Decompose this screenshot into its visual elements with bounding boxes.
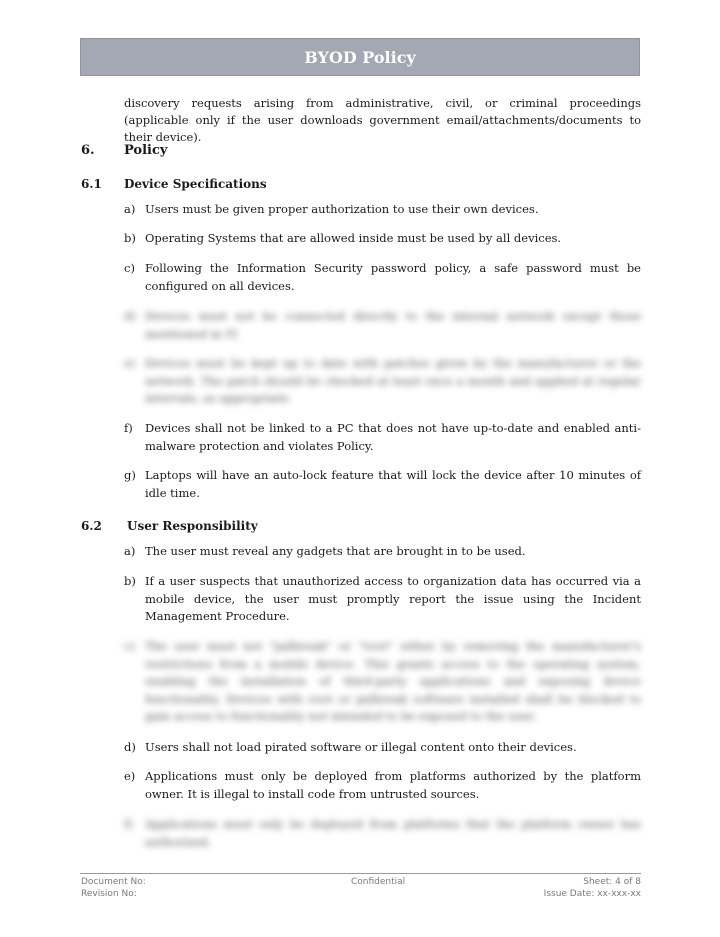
subsection-title: Device Specifications (124, 177, 267, 191)
list-marker: d) (124, 740, 136, 754)
list-marker: e) (124, 769, 136, 783)
list-item-text: Devices must not be connected directly to the internal network except those mentioned in IT. (145, 309, 641, 341)
list-item (124, 420, 641, 455)
list-item-text: The user must not "jailbreak" or "root" either by removing the manufacturer's restrictions from a mobile device. This grants access to the operating system, enabling the installation of third-party applications and exposing device functionality. Devices with root or jailbreak software installed shall be blocked to gain access to functionality not intended to be exposed to the user. (145, 639, 641, 723)
list-marker: e) (124, 356, 136, 370)
list-marker: g) (124, 468, 136, 482)
list-item (124, 467, 641, 502)
list-marker: f) (124, 817, 133, 831)
list-item (124, 201, 641, 219)
list-item-text: Applications must only be deployed from platforms authorized by the platform owner. It is illegal to install code from untrusted sources. (145, 769, 641, 801)
list-item-text: The user must reveal any gadgets that are brought in to be used. (145, 544, 526, 558)
issue-date: Issue Date: xx-xxx-xx (543, 889, 641, 899)
header-bar (80, 38, 640, 76)
list-marker: b) (124, 574, 136, 588)
list-item (124, 768, 641, 803)
list-marker: b) (124, 231, 136, 245)
revision-no-label: Revision No: (81, 889, 137, 899)
sheet-number: Sheet: 4 of 8 (583, 877, 641, 887)
section-title: Policy (124, 143, 168, 158)
blurred-list-item (124, 638, 641, 726)
subsection-number: 6.2 (81, 519, 102, 533)
list-item (124, 573, 641, 626)
list-item-text: Devices must be kept up to date with patches given by the manufacturer or the network. The patch should be checked at least once a month and applied at regular intervals, as appropriate. (145, 356, 641, 405)
list-marker: f) (124, 421, 133, 435)
list-marker: d) (124, 309, 136, 323)
list-marker: a) (124, 544, 136, 558)
blurred-list-item (124, 355, 641, 408)
list-item-text: Applications must only be deployed from platforms that the platform owner has authorized. (145, 817, 641, 849)
list-marker: a) (124, 202, 136, 216)
list-marker: c) (124, 261, 135, 275)
list-item-text: Users must be given proper authorization to use their own devices. (145, 202, 539, 216)
subsection-title: User Responsibility (127, 519, 258, 533)
intro-paragraph: discovery requests arising from administrative, civil, or criminal proceedings (applicable only if the user downloads government email/attachments/documents to their device). (124, 96, 641, 144)
blurred-list-item (124, 308, 641, 343)
list-item (124, 543, 641, 561)
list-item-text: Following the Information Security password policy, a safe password must be configured on all devices. (145, 261, 641, 293)
subsection-number: 6.1 (81, 177, 102, 191)
list-item-text: Users shall not load pirated software or illegal content onto their devices. (145, 740, 577, 754)
document-title: BYOD Policy (304, 47, 416, 67)
list-item-text: Operating Systems that are allowed inside must be used by all devices. (145, 231, 562, 245)
list-item-text: Devices shall not be linked to a PC that does not have up-to-date and enabled anti-malware protection and violates Policy. (145, 421, 641, 453)
list-item (124, 260, 641, 295)
list-item (124, 739, 641, 757)
section-number: 6. (81, 143, 95, 158)
list-item-text: Laptops will have an auto-lock feature that will lock the device after 10 minutes of idle time. (145, 468, 641, 500)
list-item-text: If a user suspects that unauthorized access to organization data has occurred via a mobile device, the user must promptly report the issue using the Incident Management Procedure. (145, 574, 641, 623)
list-item (124, 230, 641, 248)
list-marker: c) (124, 639, 135, 653)
document-no-label: Document No: (81, 877, 146, 887)
footer-divider (80, 873, 641, 874)
blurred-list-item (124, 816, 641, 851)
classification-label: Confidential (351, 877, 406, 887)
